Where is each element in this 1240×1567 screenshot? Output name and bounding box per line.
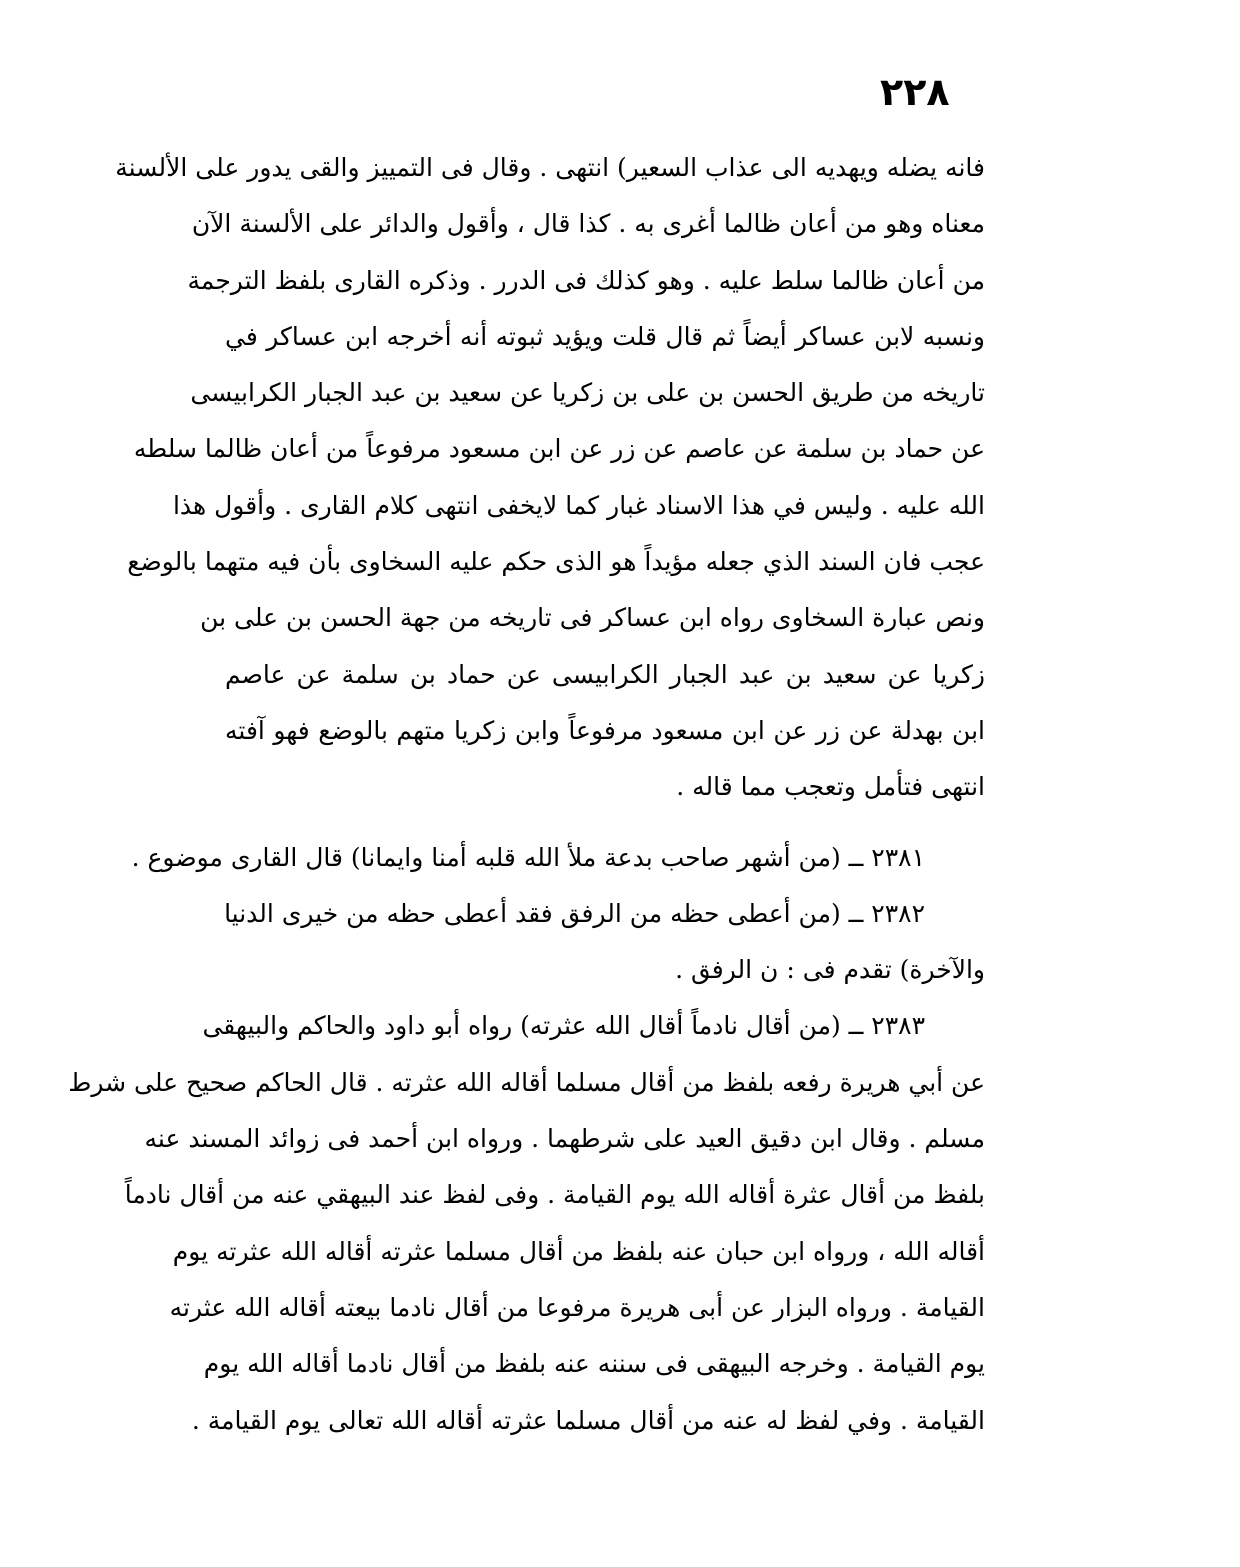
text-line: فانه يضله ويهديه الى عذاب السعير) انتهى . وقال فى التمييز والقى يدور على الألسنة [115, 153, 985, 182]
text-line: عن حماد بن سلمة عن عاصم عن زر عن ابن مسعود مرفوعاً من أعان ظالما سلطه [133, 434, 985, 464]
entry-2381 [131, 830, 985, 886]
text-line: ابن بهدلة عن زر عن ابن مسعود مرفوعاً وابن زكريا متهم بالوضع فهو آفته [225, 715, 985, 745]
text-line: انتهى فتأمل وتعجب مما قاله . [676, 772, 985, 802]
text-line: عجب فان السند الذي جعله مؤيداً هو الذى حكم عليه السخاوى بأن فيه متهما بالوضع [127, 547, 985, 577]
text-line: ونص عبارة السخاوى رواه ابن عساكر فى تاريخه من جهة الحسن بن على بن [200, 603, 985, 633]
entry-line: والآخرة) تقدم فى : ن الرفق . [675, 955, 985, 985]
entry-line: ٢٣٨٢ ــ (من أعطى حظه من الرفق فقد أعطى حظه من خيرى الدنيا [224, 898, 925, 928]
entry-line: القيامة . ورواه البزار عن أبى هريرة مرفوعا من أقال نادما بيعته أقاله الله عثرته [169, 1292, 985, 1322]
entry-2383 [68, 998, 985, 1448]
entry-line: أقاله الله ، ورواه ابن حبان عنه بلفظ من أقال مسلما عثرته أقاله الله عثرته يوم [172, 1236, 985, 1266]
entry-2382 [225, 886, 985, 999]
page-number: ٢٢٨ [880, 70, 950, 114]
text-line: ونسبه لابن عساكر أيضاً ثم قال قلت ويؤيد ثبوته أنه أخرجه ابن عساكر في [225, 321, 985, 351]
page-body [68, 140, 985, 1449]
entry-line: عن أبي هريرة رفعه بلفظ من أقال مسلما أقاله الله عثرته . قال الحاكم صحيح على شرط [68, 1067, 985, 1097]
text-line: زكريا عن سعيد بن عبد الجبار الكرابيسى عن حماد بن سلمة عن عاصم [225, 659, 985, 689]
text-line: تاريخه من طريق الحسن بن على بن زكريا عن سعيد بن عبد الجبار الكرابيسى [190, 378, 985, 408]
entry-line: مسلم . وقال ابن دقيق العيد على شرطهما . ورواه ابن أحمد فى زوائد المسند عنه [144, 1124, 985, 1154]
entry-line: القيامة . وفي لفظ له عنه من أقال مسلما عثرته أقاله الله تعالى يوم القيامة . [191, 1405, 985, 1435]
entry-line: ٢٣٨٣ ــ (من أقال نادماً أقال الله عثرته) رواه أبو داود والحاكم والبيهقى [202, 1011, 925, 1041]
text-line: من أعان ظالما سلط عليه . وهو كذلك فى الدرر . وذكره القارى بلفظ الترجمة [187, 265, 985, 295]
paragraph-commentary [115, 140, 985, 816]
text-line: الله عليه . وليس في هذا الاسناد غبار كما لايخفى انتهى كلام القارى . وأقول هذا [172, 490, 985, 520]
entry-line: يوم القيامة . وخرجه البيهقى فى سننه عنه بلفظ من أقال نادما أقاله الله يوم [203, 1349, 985, 1379]
entry-line: ٢٣٨١ ــ (من أشهر صاحب بدعة ملأ الله قلبه أمنا وايمانا) قال القارى موضوع . [131, 842, 925, 872]
entry-line: بلفظ من أقال عثرة أقاله الله يوم القيامة . وفى لفظ عند البيهقي عنه من أقال نادماً [124, 1180, 985, 1210]
text-line: معناه وهو من أعان ظالما أغرى به . كذا قال ، وأقول والدائر على الألسنة الآن [191, 209, 985, 239]
